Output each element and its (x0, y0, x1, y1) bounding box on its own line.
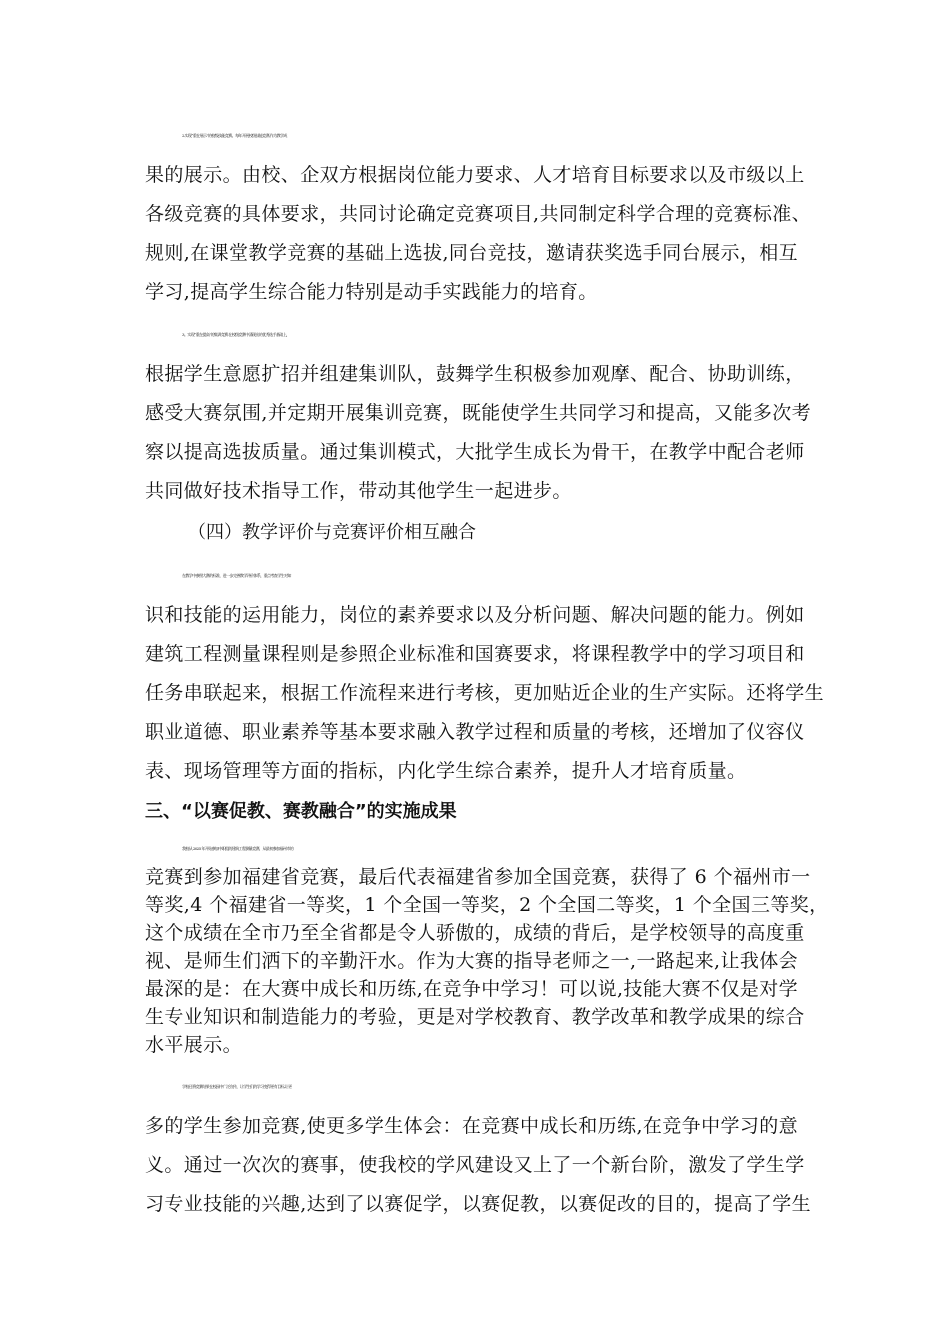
paragraph-4-line-4: 任务串联起来，根据工作流程来进行考核，更加贴近企业的生产实际。还将学生 (145, 682, 825, 704)
paragraph-3-line-3: 感受大赛氛围,并定期开展集训竞赛，既能使学生共同学习和提高，又能多次考 (145, 402, 812, 424)
paragraph-3-line-2: 根据学生意愿扩招并组建集训队，鼓舞学生积极参加观摩、配合、协助训练， (145, 363, 805, 385)
paragraph-5-line-1: 我校从 2025 年开始参加中职组的建筑工程测量竞赛，从最初参加福州市的 (182, 846, 294, 851)
paragraph-6-line-3: 义。通过一次次的赛事，使我校的学风建设又上了一个新台阶，激发了学生学 (145, 1154, 805, 1176)
paragraph-3-line-4: 察以提高选拔质量。通过集训模式，大批学生成长为骨干，在教学中配合老师 (145, 441, 805, 463)
paragraph-2-line-5: 学习,提高学生综合能力特别是动手实践能力的培育。 (145, 281, 598, 303)
paragraph-4-line-3: 建筑工程测量课程则是参照企业标准和国赛要求，将课程教学中的学习项目和 (145, 643, 805, 665)
paragraph-3-line-1: 3。实现“重在提高”的集训竞赛.在校级竞赛中涌现出的优秀选手基础上， (182, 332, 290, 337)
paragraph-5-line-6: 最深的是：在大赛中成长和历练,在竞争中学习！可以说,技能大赛不仅是对学 (145, 978, 799, 1000)
paragraph-6-line-2: 多的学生参加竞赛,使更多学生体会：在竞赛中成长和历练,在竞争中学习的意 (145, 1115, 799, 1137)
paragraph-5-line-2: 竞赛到参加福建省竞赛，最后代表福建省参加全国竞赛，获得了 6 个福州市一 (145, 866, 811, 888)
paragraph-6-line-1: 学校还将竞赛结果在校园中广泛宣传，让学生们的学习变得更有目标,让更 (182, 1084, 292, 1089)
paragraph-2-line-1: 2.实现“重在展示”的校级技能竞赛。每年开展校级技能竞赛,作为教学成 (182, 133, 287, 138)
paragraph-5-line-3: 等奖,4 个福建省一等奖，1 个全国一等奖，2 个全国二等奖，1 个全国三等奖， (145, 894, 829, 916)
paragraph-2-line-2: 果的展示。由校、企双方根据岗位能力要求、人才培育目标要求以及市级以上 (145, 164, 805, 186)
paragraph-4-line-5: 职业道德、职业素养等基本要求融入教学过程和质量的考核，还增加了仪容仪 (145, 721, 805, 743)
section-heading-3: 三、“以赛促教、赛教融合”的实施成果 (145, 801, 457, 822)
paragraph-6-line-4: 习专业技能的兴趣,达到了以赛促学，以赛促教，以赛促改的目的，提高了学生 (145, 1193, 812, 1215)
paragraph-2-line-4: 规则,在课堂教学竞赛的基础上选拔,同台竞技，邀请获奖选手同台展示，相互 (145, 242, 799, 264)
paragraph-4-line-1: 在教学中参照大赛的标准，进一步完善教学评价体系，重点考查学生对知 (182, 573, 291, 578)
paragraph-2-line-3: 各级竞赛的具体要求，共同讨论确定竞赛项目,共同制定科学合理的竞赛标准、 (145, 203, 812, 225)
sub-heading-4: （四）教学评价与竞赛评价相互融合 (188, 522, 476, 543)
paragraph-5-line-8: 水平展示。 (145, 1034, 243, 1056)
paragraph-5-line-7: 生专业知识和制造能力的考验，更是对学校教育、教学改革和教学成果的综合 (145, 1006, 805, 1028)
paragraph-4-line-6: 表、现场管理等方面的指标，内化学生综合素养，提升人才培育质量。 (145, 760, 747, 782)
paragraph-5-line-5: 视、是师生们洒下的辛勤汗水。作为大赛的指导老师之一,一路起来,让我体会 (145, 950, 799, 972)
paragraph-4-line-2: 识和技能的运用能力，岗位的素养要求以及分析问题、解决问题的能力。例如 (145, 604, 805, 626)
paragraph-3-line-5: 共同做好技术指导工作，带动其他学生一起进步。 (145, 480, 572, 502)
paragraph-5-line-4: 这个成绩在全市乃至全省都是令人骄傲的，成绩的背后，是学校领导的高度重 (145, 922, 805, 944)
